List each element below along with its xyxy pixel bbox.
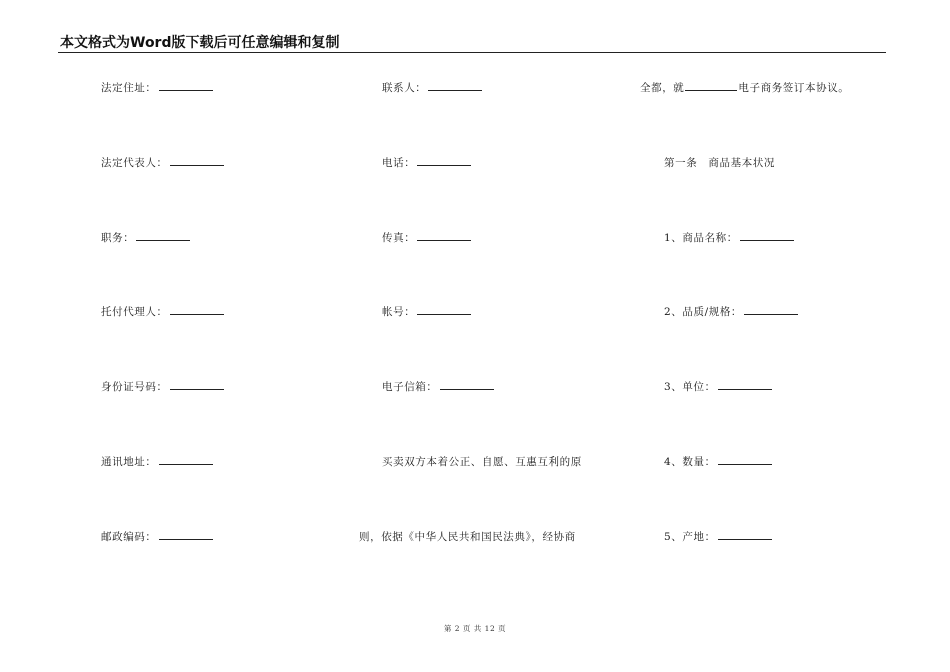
postal-code-blank [159,538,213,540]
origin-blank [718,538,772,540]
account-field [382,304,471,319]
agreement-blank [685,89,737,91]
email-field [382,379,494,394]
quantity-field [664,454,772,469]
product-name-label: 1、商品名称： [664,232,738,244]
principle-text-line: 买卖双方本着公正、自愿、互惠互利的原 [382,456,582,468]
account-blank [417,313,471,315]
origin-label: 5、产地： [664,531,716,543]
legal-address-field [101,80,213,95]
product-name-blank [740,239,794,241]
account-label: 帐号： [382,306,416,318]
quality-spec-blank [744,313,798,315]
postal-code-label: 邮政编码： [101,531,157,543]
page-number-footer: 第 2 页 共 12 页 [443,624,507,633]
article-one-title: 第一条 商品基本状况 [664,157,775,169]
position-blank [136,239,190,241]
agreement-sentence [640,80,849,95]
contact-person-label: 联系人： [382,82,427,94]
fax-blank [417,239,471,241]
legal-basis-text-line: 则，依据《中华人民共和国民法典》，经协商 [359,531,576,543]
contact-person-blank [428,89,482,91]
contact-person-field [382,80,482,95]
agreement-prefix: 全都，就 [640,82,685,94]
legal-address-blank [159,89,213,91]
legal-representative-label: 法定代表人： [101,157,168,169]
quantity-blank [718,463,772,465]
phone-blank [417,164,471,166]
position-field [101,230,190,245]
unit-label: 3、单位： [664,381,716,393]
unit-blank [718,388,772,390]
mailing-address-field [101,454,213,469]
quality-spec-field [664,304,798,319]
quantity-label: 4、数量： [664,456,716,468]
mailing-address-label: 通讯地址： [101,456,157,468]
id-number-field [101,379,224,394]
origin-field [664,529,772,544]
fax-field [382,230,471,245]
agreement-suffix: 电子商务签订本协议。 [738,82,850,94]
document-header-title: 本文格式为Word版下载后可任意编辑和复制 [60,35,340,51]
phone-label: 电话： [382,157,416,169]
phone-field [382,155,471,170]
mailing-address-blank [159,463,213,465]
header-divider [58,52,886,53]
quality-spec-label: 2、品质/规格： [664,306,743,318]
product-name-field [664,230,794,245]
entrusted-agent-label: 托付代理人： [101,306,168,318]
id-number-label: 身份证号码： [101,381,168,393]
fax-label: 传真： [382,232,416,244]
entrusted-agent-blank [170,313,224,315]
email-label: 电子信箱： [382,381,438,393]
unit-field [664,379,772,394]
legal-representative-blank [170,164,224,166]
legal-representative-field [101,155,224,170]
legal-address-label: 法定住址： [101,82,157,94]
id-number-blank [170,388,224,390]
entrusted-agent-field [101,304,224,319]
email-blank [440,388,494,390]
position-label: 职务： [101,232,135,244]
postal-code-field [101,529,213,544]
